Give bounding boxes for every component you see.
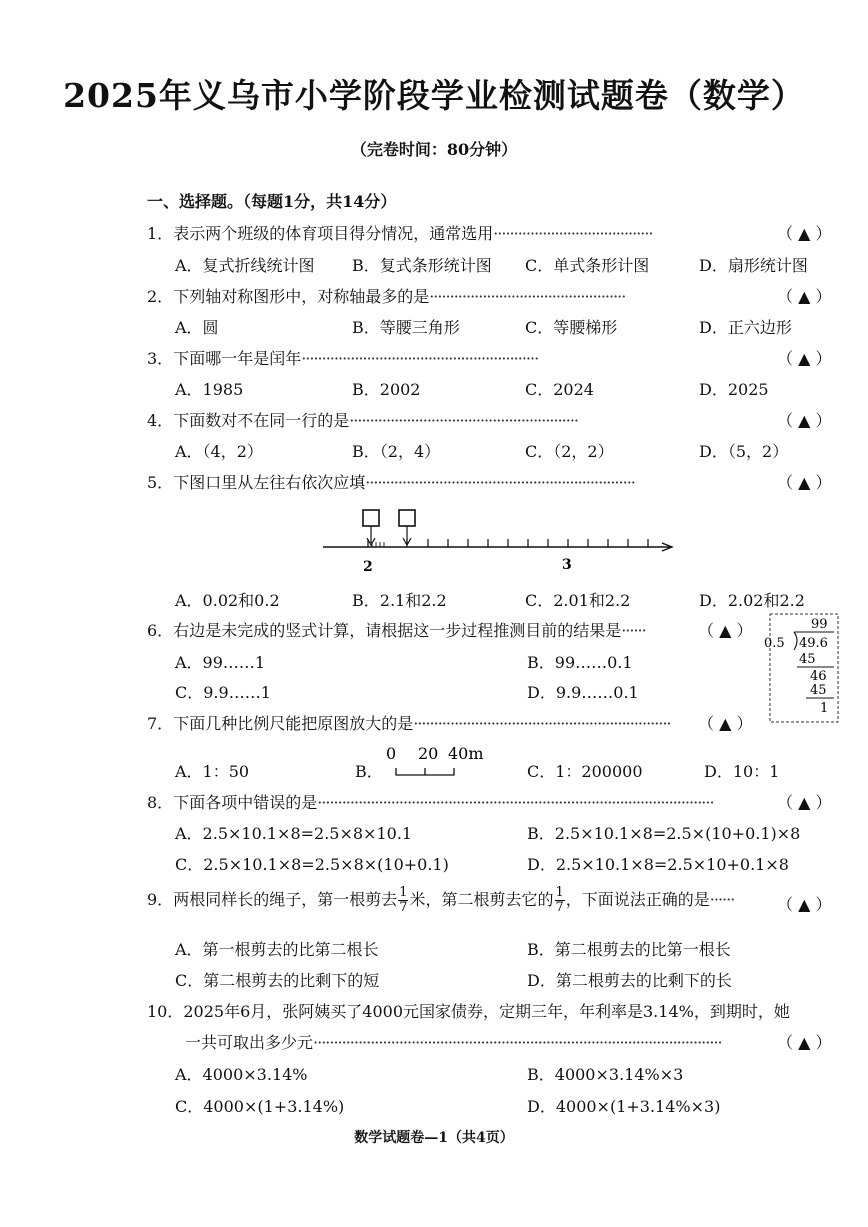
minor-ticks [372,542,384,547]
option-a: A．（4，2） [175,442,263,461]
answer-blank-6[interactable]: （ ▲ ） [698,621,753,640]
question-2 [147,284,625,307]
scale-bar [396,768,454,775]
option-d: D．9.9……0.1 [527,683,639,702]
blank-box-right [399,510,415,526]
option-d: D．扇形统计图 [699,256,808,275]
long-division-figure [764,612,840,724]
option-b: B．等腰三角形 [352,318,460,337]
question-text: 下列轴对称图形中，对称轴最多的是 [173,287,430,306]
division-divisor: 0.5 [764,636,785,651]
option-b: B．99……0.1 [527,653,633,672]
question-number: 8． [147,793,174,812]
option-a: A．1985 [175,380,244,399]
question-8 [147,790,714,813]
option-a: A．0.02和0.2 [175,591,280,610]
option-c: C．9.9……1 [175,683,271,702]
question-9 [147,886,734,915]
question-number: 5． [147,473,174,492]
question-3 [147,346,538,369]
leader-dots: ·································································· [365,473,635,492]
fraction-denominator: 7 [399,900,408,915]
question-number: 2． [147,287,174,306]
line-scale-figure [382,742,492,782]
option-d: D．4000×(1+3.14%×3) [527,1097,721,1116]
leader-dots: ···································································································· [313,1033,722,1052]
question-number: 3． [147,349,174,368]
option-c: C．1：200000 [527,762,643,781]
option-c: C．（2，2） [525,442,614,461]
option-c: C．等腰梯形 [525,318,618,337]
question-text: 下图口里从左往右依次应填 [173,473,366,492]
option-d: D．（5，2） [699,442,789,461]
question-number: 4． [147,411,174,430]
leader-dots: ·························································· [301,349,539,368]
option-a: A．第一根剪去的比第二根长 [175,940,379,959]
question-5 [147,470,635,493]
fraction-one-seventh [398,886,408,915]
question-text: 下面哪一年是闰年 [173,349,302,368]
option-b: B．（2，4） [352,442,441,461]
option-a: A．2.5×10.1×8=2.5×8×10.1 [175,824,413,843]
option-a: A．复式折线统计图 [175,256,315,275]
answer-blank-9[interactable]: （ ▲ ） [777,895,832,914]
answer-blank-2[interactable]: （ ▲ ） [777,287,832,306]
fraction-numerator: 1 [555,885,564,900]
answer-blank-7[interactable]: （ ▲ ） [698,714,753,733]
question-text: 右边是未完成的竖式计算，请根据这一步过程推测目前的结果是 [173,621,622,640]
leader-dots: ································································································· [317,793,714,812]
division-remainder-1: 46 [810,669,827,684]
question-text: 表示两个班级的体育项目得分情况，通常选用 [173,224,494,243]
question-10-line-2 [185,1030,722,1053]
section-heading: 一、选择题。（每题1分，共14分） [147,192,397,211]
page-footer: 数学试题卷—1（共4页） [354,1130,514,1146]
fraction-denominator: 7 [555,900,564,915]
option-b: B．复式条形统计图 [352,256,492,275]
option-b: B． [355,762,383,781]
answer-blank-10[interactable]: （ ▲ ） [777,1033,832,1052]
option-c: C．2.01和2.2 [525,591,631,610]
question-1 [147,221,653,244]
option-d: D．正六边形 [699,318,792,337]
leader-dots: ················································ [429,287,626,306]
answer-blank-1[interactable]: （ ▲ ） [777,224,832,243]
leader-dots: ······ [709,890,735,909]
scale-label-40m: 40m [448,744,484,763]
option-b: B．第二根剪去的比第一根长 [527,940,731,959]
option-d: D．2.5×10.1×8=2.5×10+0.1×8 [527,855,789,874]
division-step-2: 45 [810,683,827,698]
page-title: 2025年义乌市小学阶段学业检测试题卷（数学） [63,76,805,115]
option-c: C．2.5×10.1×8=2.5×8×(10+0.1) [175,855,449,874]
answer-blank-5[interactable]: （ ▲ ） [777,473,832,492]
question-text-part-1: 两根同样长的绳子，第一根剪去 [173,890,398,909]
option-d: D．2.02和2.2 [699,591,805,610]
leader-dots: ························································ [349,411,579,430]
leader-dots: ······ [621,621,646,640]
question-text: 下面几种比例尺能把原图放大的是 [173,714,414,733]
tick-label-2: 2 [363,559,373,575]
option-c: C．第二根剪去的比剩下的短 [175,971,380,990]
question-7 [147,711,671,734]
tick-label-3: 3 [562,557,572,573]
option-d: D．2025 [699,380,769,399]
division-remainder-2: 1 [820,701,829,716]
question-number: 9． [147,890,174,909]
option-d: D．第二根剪去的比剩下的长 [527,971,732,990]
option-a: A．4000×3.14% [175,1065,308,1084]
question-number: 1． [147,224,174,243]
option-b: B．2.1和2.2 [352,591,447,610]
question-4 [147,408,578,431]
option-c: C．2024 [525,380,594,399]
exam-time-note: （完卷时间：80分钟） [350,140,518,159]
division-dividend: 49.6 [799,636,828,651]
number-line-figure [318,500,683,580]
question-text: 下面数对不在同一行的是 [173,411,350,430]
option-d: D．10：1 [704,762,780,781]
blank-box-left [363,510,379,526]
option-a: A．99……1 [175,653,266,672]
option-b: B．2002 [352,380,421,399]
option-c: C．4000×(1+3.14%) [175,1097,345,1116]
question-number: 7． [147,714,174,733]
question-text: 2025年6月，张阿姨买了4000元国家债券，定期三年，年利率是3.14%，到期时，她 [183,1002,790,1021]
leader-dots: ······································· [493,224,653,243]
question-number: 6． [147,621,174,640]
division-bracket [794,632,797,650]
answer-blank-4[interactable]: （ ▲ ） [777,411,832,430]
question-number: 10． [147,1002,184,1021]
leader-dots: ······························································· [413,714,671,733]
scale-label-0: 0 [386,744,397,763]
fraction-one-seventh [555,886,565,915]
division-quotient: 99 [811,617,828,632]
question-text: 一共可取出多少元 [185,1033,314,1052]
question-text-part-3: ，下面说法正确的是 [565,890,710,909]
question-text: 下面各项中错误的是 [173,793,318,812]
option-a: A．圆 [175,318,219,337]
question-6 [147,618,646,641]
scale-label-20: 20 [418,744,439,763]
division-step-1: 45 [799,652,816,667]
answer-blank-3[interactable]: （ ▲ ） [777,349,832,368]
question-text-part-2: 米，第二根剪去它的 [409,890,554,909]
question-10 [147,999,790,1022]
answer-blank-8[interactable]: （ ▲ ） [777,793,832,812]
option-b: B．4000×3.14%×3 [527,1065,684,1084]
option-b: B．2.5×10.1×8=2.5×(10+0.1)×8 [527,824,801,843]
option-c: C．单式条形计图 [525,256,650,275]
option-a: A．1：50 [175,762,250,781]
fraction-numerator: 1 [399,885,408,900]
